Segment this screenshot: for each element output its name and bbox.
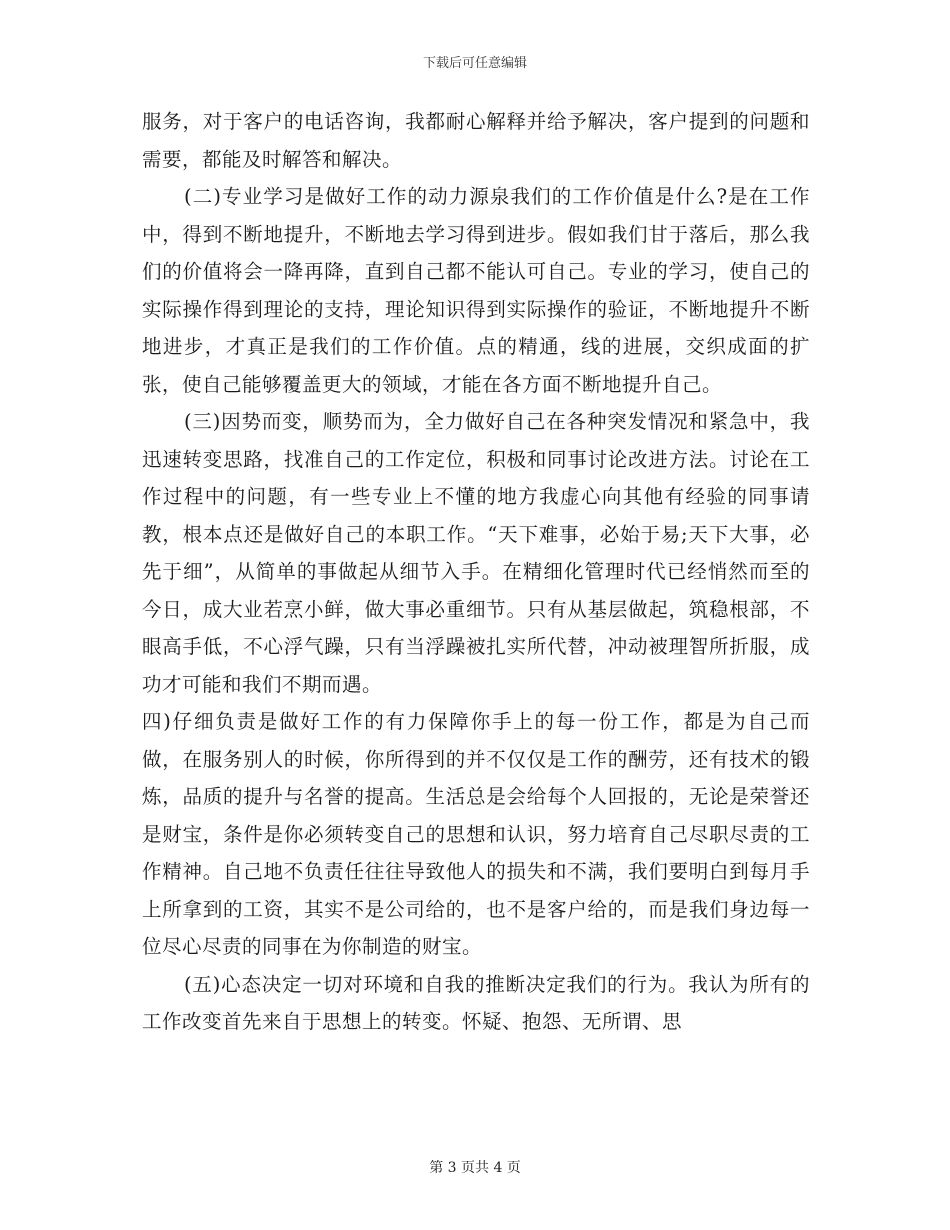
page-number-footer: 第 3 页共 4 页 xyxy=(429,1160,521,1176)
paragraph-careful-responsibility: 四)仔细负责是做好工作的有力保障你手上的每一份工作，都是为自己而做，在服务别人的时候，你所得到的并不仅仅是工作的酬劳，还有技术的锻炼，品质的提升与名誉的提高。生活总是会给每个人回报的，无论是荣誉还是财宝，条件是你必须转变自己的思想和认识，努力培育自己尽职尽责的工作精神。自己地不负责任往往导致他人的损失和不满，我们要明白到每月手上所拿到的工资，其实不是公司给的，也不是客户给的，而是我们身边每一位尽心尽责的同事在为你制造的财宝。 xyxy=(142,710,810,958)
paragraph-attitude: (五)心态决定一切对环境和自我的推断决定我们的行为。我认为所有的工作改变首先来自于思想上的转变。怀疑、抱怨、无所谓、思 xyxy=(142,972,810,1033)
page-header-note: 下载后可任意编辑 xyxy=(422,56,527,71)
paragraph-adapt-to-situation: (三)因势而变，顺势而为，全力做好自己在各种突发情况和紧急中，我迅速转变思路，找准自己的工作定位，积极和同事讨论改进方法。讨论在工作过程中的问题，有一些专业上不懂的地方我虚心向其他有经验的同事请教，根本点还是做好自己的本职工作。“天下难事，必始于易;天下大事，必先于细”，从简单的事做起从细节入手。在精细化管理时代已经悄然而至的今日，成大业若烹小鲜，做大事必重细节。只有从基层做起，筑稳根部，不眼高手低，不心浮气躁，只有当浮躁被扎实所代替，冲动被理智所折服，成功才可能和我们不期而遇。 xyxy=(142,410,810,696)
document-body xyxy=(142,103,810,1041)
paragraph-professional-learning: (二)专业学习是做好工作的动力源泉我们的工作价值是什么?是在工作中，得到不断地提升，不断地去学习得到进步。假如我们甘于落后，那么我们的价值将会一降再降，直到自己都不能认可自己。专业的学习，使自己的实际操作得到理论的支持，理论知识得到实际操作的验证，不断地提升不断地进步，才真正是我们的工作价值。点的精通，线的进展，交织成面的扩张，使自己能够覆盖更大的领域，才能在各方面不断地提升自己。 xyxy=(142,185,810,396)
paragraph-continued-service: 服务，对于客户的电话咨询，我都耐心解释并给予解决，客户提到的问题和需要，都能及时解答和解决。 xyxy=(142,110,810,171)
